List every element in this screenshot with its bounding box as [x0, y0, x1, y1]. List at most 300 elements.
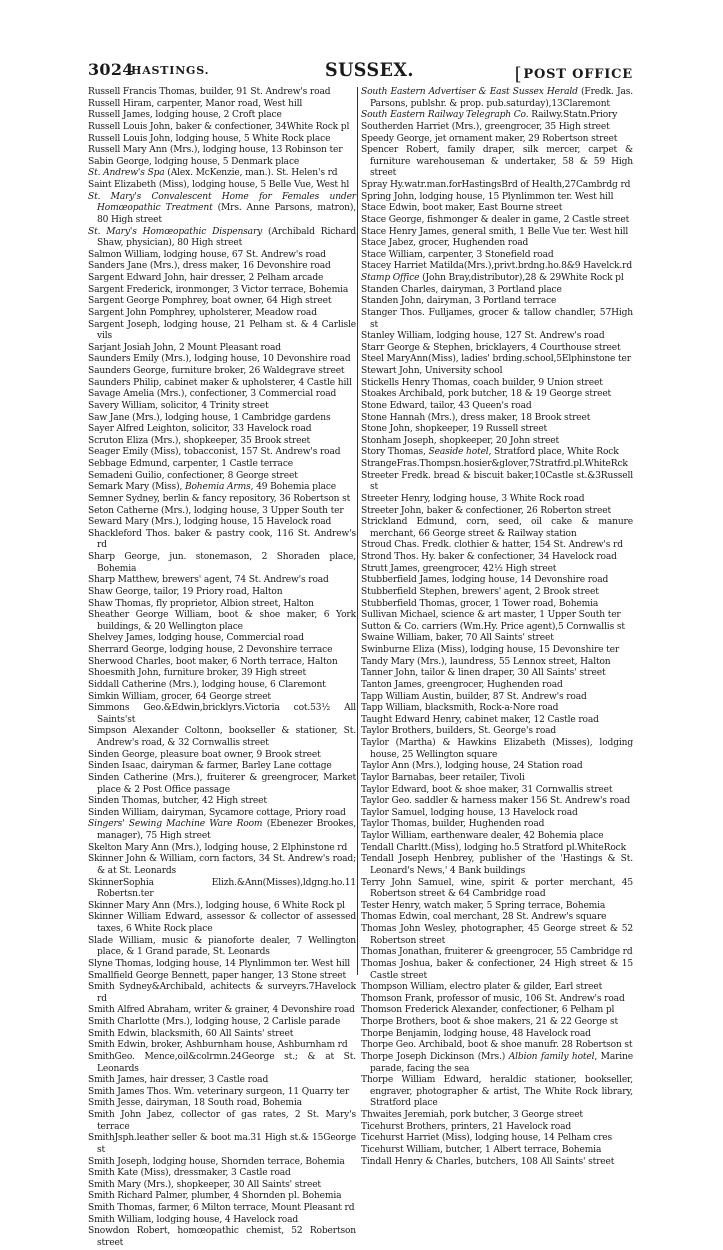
entry-text: Thorpe Brothers, boot & shoe makers, 21 & 22 George st: [361, 1017, 619, 1027]
directory-entry: [88, 447, 356, 459]
directory-entry: [361, 436, 633, 448]
entry-text: Russell James, lodging house, 2 Croft place: [88, 110, 282, 121]
right-column: [361, 87, 633, 1168]
directory-entry: [361, 424, 633, 436]
entry-text: Skinner Mary Ann (Mrs.), lodging house, 6 White Rock pl: [88, 900, 345, 911]
entry-text: Spring John, lodging house, 15 Plynlimmon ter. West hill: [361, 191, 614, 202]
directory-entry: [88, 959, 356, 971]
entry-text: Tanton James, greengrocer, Hughenden road: [361, 679, 563, 690]
directory-entry: [361, 296, 633, 308]
directory-entry: [361, 622, 633, 634]
directory-entry: [88, 482, 356, 494]
entry-italic-name: Seaside hotel: [428, 447, 489, 458]
directory-entry: [88, 1157, 356, 1169]
entry-text: Thorpe Joseph Dickinson (Mrs.): [361, 1051, 509, 1062]
entry-text: Saint Elizabeth (Miss), lodging house, 5 Belle Vue, West hl: [88, 180, 350, 190]
directory-entry: [88, 971, 356, 983]
directory-entry: [361, 343, 633, 355]
directory-entry: [361, 715, 633, 727]
entry-text: Stickells Henry Thomas, coach builder, 9 Union street: [361, 377, 603, 388]
directory-entry: [88, 773, 356, 796]
directory-entry: [88, 366, 356, 378]
directory-entry: [361, 354, 633, 366]
entry-text: Stace William, carpenter, 3 Stonefield road: [361, 249, 554, 260]
column-divider: [357, 87, 358, 975]
entry-text: Russell Louis John, lodging house, 5 White Rock place: [88, 133, 331, 144]
entry-text: Stanley William, lodging house, 127 St. Andrew's road: [361, 331, 605, 342]
directory-entry: [361, 657, 633, 669]
directory-entry: [361, 1005, 633, 1017]
directory-entry: [88, 494, 356, 506]
directory-entry: [361, 285, 633, 297]
directory-entry: [361, 831, 633, 843]
entry-text: Stonham Joseph, shopkeeper, 20 John street: [361, 435, 560, 446]
directory-entry: [361, 110, 633, 122]
directory-entry: [88, 1005, 356, 1017]
entry-text: Semadeni Guilio, confectioner, 8 George street: [88, 470, 298, 481]
directory-entry: [88, 854, 356, 877]
left-column: [88, 87, 356, 1250]
entry-text: Sharp Matthew, brewers' agent, 74 St. Andrew's road: [88, 575, 329, 586]
entry-text: , 49 Bohemia place: [250, 482, 337, 493]
directory-entry: [88, 227, 356, 250]
directory-entry: [361, 1122, 633, 1134]
entry-text: Stone John, shopkeeper, 19 Russell street: [361, 424, 548, 435]
directory-entry: [361, 1029, 633, 1041]
directory-entry: [361, 843, 633, 855]
entry-text: Smith Kate (Miss), dressmaker, 3 Castle road: [88, 1168, 291, 1179]
entry-text: Sargent George Pomphrey, boat owner, 64 High street: [88, 296, 332, 307]
directory-entry: [88, 517, 356, 529]
entry-text: Sargent Frederick, ironmonger, 3 Victor terrace, Bohemia: [88, 284, 349, 295]
entry-text: Simpson Alexander Coltonn, bookseller & stationer, St. Andrew's road, & 32 Cornwallis street: [88, 726, 356, 748]
directory-entry: [88, 645, 356, 657]
directory-entry: [361, 506, 633, 518]
directory-entry: [88, 1215, 356, 1227]
entry-text: Terry John Samuel, wine, spirit & porter merchant, 45 Robertson street & 64 Cambridge road: [361, 877, 633, 900]
directory-entry: [88, 750, 356, 762]
entry-text: Swinburne Eliza (Miss), lodging house, 15 Devonshire ter: [361, 645, 620, 655]
entry-text: SmithGeo. Mence,oil&colrmn.24George st.; & at St. Leonards: [88, 1051, 356, 1074]
entry-text: Sullivan Michael, science & art master, 1 Upper South ter: [361, 610, 621, 621]
directory-entry: [361, 726, 633, 738]
directory-entry: [361, 238, 633, 250]
directory-entry: [88, 1040, 356, 1052]
county-heading: SUSSEX.: [325, 59, 414, 81]
directory-entry: [361, 854, 633, 877]
entry-text: Spencer Robert, family draper, silk mercer, carpet & furniture warehouseman & undertaker, 58 & 59 High street: [361, 145, 633, 179]
directory-entry: [88, 285, 356, 297]
directory-entry: [88, 599, 356, 611]
entry-text: Sinden Catherine (Mrs.), fruiterer & greengrocer, Market place & 2 Post Office passage: [88, 772, 356, 795]
entry-text: Seager Emily (Miss), tobacconist, 157 St. Andrew's road: [88, 447, 341, 458]
entry-text: Russell Hiram, carpenter, Manor road, West hill: [88, 98, 303, 109]
directory-entry: [361, 610, 633, 622]
entry-text: (Fredk. Jas. Parsons, publshr. & prop. pub.saturday),13Claremont: [370, 87, 634, 109]
directory-entry: [361, 540, 633, 552]
directory-entry: [361, 1040, 633, 1052]
entry-text: Steel MaryAnn(Miss), ladies' brding.school,5Elphinstone ter: [361, 354, 631, 365]
directory-entry: [88, 796, 356, 808]
directory-entry: [361, 494, 633, 506]
entry-text: Siddall Catherine (Mrs.), lodging house, 6 Claremont: [88, 679, 326, 690]
directory-entry: [88, 320, 356, 343]
directory-entry: [88, 1168, 356, 1180]
entry-text: Taylor Samuel, lodging house, 13 Havelock road: [361, 807, 578, 818]
directory-entry: [88, 401, 356, 413]
entry-text: Stroud Chas. Fredk. clothier & hatter, 154 St. Andrew's rd: [361, 540, 623, 551]
directory-entry: [361, 1133, 633, 1145]
directory-entry: [361, 552, 633, 564]
directory-entry: [361, 250, 633, 262]
directory-entry: [361, 819, 633, 831]
entry-text: Standen John, dairyman, 3 Portland terrace: [361, 296, 557, 307]
entry-text: Smith Edwin, blacksmith, 60 All Saints' street: [88, 1028, 294, 1039]
page-header: [88, 59, 633, 85]
directory-entry: [88, 99, 356, 111]
entry-text: StrangeFras.Thompsn.hosier&glover,7Stratfrd.pl.WhiteRck: [361, 459, 628, 469]
directory-entry: [361, 378, 633, 390]
entry-text: Tapp William Austin, builder, 87 St. Andrew's road: [361, 691, 587, 702]
directory-entry: [361, 180, 633, 192]
directory-entry: [88, 529, 356, 552]
entry-text: Sinden George, pleasure boat owner, 9 Brook street: [88, 749, 321, 760]
entry-text: Speedy George, jet ornament maker, 29 Robertson street: [361, 133, 618, 144]
entry-text: Slyne Thomas, lodging house, 14 Plynlimmon ter. West hill: [88, 958, 350, 969]
directory-entry: [361, 447, 633, 459]
entry-text: Shaw George, tailor, 19 Priory road, Halton: [88, 586, 283, 597]
directory-entry: [361, 668, 633, 680]
directory-entry: [88, 1191, 356, 1203]
entry-text: (Mrs. Anne Parsons, matron), 80 High street: [97, 203, 356, 225]
entry-text: Savery William, solicitor, 4 Trinity street: [88, 400, 269, 411]
entry-text: Snowdon Robert, homœopathic chemist, 52 Robertson street: [88, 1226, 356, 1248]
entry-text: Strutt James, greengrocer, 42½ High street: [361, 563, 557, 574]
entry-text: Thomas Joshua, baker & confectioner, 24 High street & 15 Castle street: [361, 958, 633, 981]
entry-text: Russell Francis Thomas, builder, 91 St. Andrew's road: [88, 87, 331, 97]
entry-text: Thomas Edwin, coal merchant, 28 St. Andrew's square: [361, 912, 607, 923]
entry-text: Sharp George, jun. stonemason, 2 Shoraden place, Bohemia: [88, 552, 356, 574]
entry-text: Thomas John Wesley, photographer, 45 George street & 52 Robertson street: [361, 924, 633, 946]
directory-entry: [361, 912, 633, 924]
entry-text: Story Thomas,: [361, 447, 429, 458]
entry-text: Strickland Edmund, corn, seed, oil cake & manure merchant, 66 George street & Railway station: [361, 517, 633, 539]
directory-entry: [88, 1052, 356, 1075]
directory-entry: [88, 273, 356, 285]
directory-entry: [88, 587, 356, 599]
entry-italic-name: South Eastern Advertiser & East Sussex Herald: [361, 87, 578, 97]
entry-text: Stace Jabez, grocer, Hughenden road: [361, 238, 529, 249]
entry-text: Stace George, fishmonger & dealer in game, 2 Castle street: [361, 214, 630, 225]
entry-text: Thorpe Geo. Archibald, boot & shoe manufr. 28 Robertson st: [361, 1040, 633, 1051]
entry-text: Streeter Fredk. bread & biscuit baker,10Castle st.&3Russell st: [361, 470, 633, 493]
directory-entry: [88, 912, 356, 935]
directory-entry: [88, 657, 356, 669]
entry-text: Scruton Eliza (Mrs.), shopkeeper, 35 Brook street: [88, 435, 311, 446]
entry-text: Saw Jane (Mrs.), lodging house, 1 Cambridge gardens: [88, 412, 331, 423]
directory-entry: [88, 575, 356, 587]
directory-entry: [361, 1052, 633, 1075]
entry-text: Swaine William, baker, 70 All Saints' street: [361, 633, 554, 644]
directory-entry: [361, 982, 633, 994]
directory-entry: [361, 587, 633, 599]
entry-text: SmithJsph.leather seller & boot ma.31 High st.& 15George st: [88, 1133, 356, 1155]
entry-text: (John Bray,distributor),28 & 29White Rock pl: [419, 273, 624, 283]
entry-text: (Archibald Richard Shaw, physician), 80 High street: [97, 226, 356, 249]
entry-text: Streeter John, baker & confectioner, 26 Roberton street: [361, 505, 611, 516]
entry-text: Stanger Thos. Fulljames, grocer & tallow chandler, 57High st: [361, 307, 633, 330]
entry-text: Spray Hy.watr.man.forHastingsBrd of Health,27Cambrdg rd: [361, 180, 631, 190]
entry-text: Stace Edwin, boot maker, East Bourne street: [361, 203, 563, 214]
directory-entry: [88, 87, 356, 99]
directory-entry: [88, 843, 356, 855]
entry-text: Sinden William, dairyman, Sycamore cottage, Priory road: [88, 807, 346, 818]
directory-entry: [88, 1110, 356, 1133]
page-number: 3024: [88, 60, 134, 79]
entry-text: Sherwood Charles, boot maker, 6 North terrace, Halton: [88, 656, 338, 667]
entry-text: Tandy Mary (Mrs.), laundress, 55 Lennox street, Halton: [361, 656, 611, 667]
directory-entry: [88, 1075, 356, 1087]
entry-text: Taylor (Martha) & Hawkins Elizabeth (Misses), lodging house, 25 Wellington square: [361, 738, 633, 760]
entry-text: Sanders Jane (Mrs.), dress maker, 16 Devonshire road: [88, 261, 331, 272]
entry-text: Smith Jesse, dairyman, 18 South road, Bohemia: [88, 1098, 302, 1109]
entry-text: Stubberfield James, lodging house, 14 Devonshire road: [361, 575, 609, 586]
directory-entry: [361, 389, 633, 401]
entry-text: Sarjant Josiah John, 2 Mount Pleasant road: [88, 342, 281, 353]
directory-entry: [88, 1226, 356, 1249]
directory-entry: [361, 145, 633, 180]
directory-entry: [88, 808, 356, 820]
entry-text: , Stratford place, White Rock: [488, 447, 619, 458]
entry-text: Taylor Edward, boot & shoe maker, 31 Cornwallis street: [361, 784, 613, 795]
entry-text: Seton Catherne (Mrs.), lodging house, 3 Upper South ter: [88, 505, 344, 516]
directory-entry: [88, 192, 356, 227]
entry-text: (Alex. McKenzie, man.). St. Helen's rd: [164, 168, 338, 179]
entry-text: Semner Sydney, berlin & fancy repository, 36 Robertson st: [88, 493, 351, 504]
entry-text: Smith Joseph, lodging house, Shornden terrace, Bohemia: [88, 1156, 345, 1167]
directory-entry: [361, 308, 633, 331]
directory-entry: [361, 413, 633, 425]
entry-text: (Ebenezer Brookes, manager), 75 High street: [97, 819, 357, 841]
entry-text: Sargent Edward John, hair dresser, 2 Pelham arcade: [88, 273, 324, 283]
directory-entry: [361, 901, 633, 913]
directory-entry: [88, 343, 356, 355]
entry-text: Streeter Henry, lodging house, 3 White Rock road: [361, 493, 585, 504]
entry-text: Smith James Thos. Wm. veterinary surgeon, 11 Quarry ter: [88, 1086, 350, 1097]
entry-text: Stacey Harriet Matilda(Mrs.),privt.brdng.ho.8&9 Havelck.rd: [361, 261, 633, 272]
directory-entry: [361, 645, 633, 657]
entry-text: Simkin William, grocer, 64 George street: [88, 691, 271, 702]
entry-text: Smith Thomas, farmer, 6 Milton terrace, Mount Pleasant rd: [88, 1203, 355, 1213]
directory-entry: [361, 459, 633, 471]
entry-text: Smith Alfred Abraham, writer & grainer, 4 Devonshire road: [88, 1005, 355, 1016]
directory-entry: [88, 436, 356, 448]
entry-text: , Marine parade, facing the sea: [370, 1051, 633, 1074]
entry-text: Taylor William, earthenware dealer, 42 Bohemia place: [361, 831, 604, 841]
directory-entry: [88, 610, 356, 633]
directory-entry: [361, 633, 633, 645]
directory-entry: [361, 261, 633, 273]
directory-entry: [88, 692, 356, 704]
directory-entry: [361, 517, 633, 540]
entry-text: Sebbage Edmund, carpenter, 1 Castle terrace: [88, 459, 293, 469]
entry-text: Russell Louis John, baker & confectioner, 34White Rock pl: [88, 121, 350, 132]
directory-entry: [361, 273, 633, 285]
directory-entry: [88, 726, 356, 749]
entry-text: Sheather George William, boot & shoe maker, 6 York buildings, & 20 Wellington place: [88, 610, 356, 632]
directory-entry: [361, 87, 633, 110]
directory-entry: [361, 994, 633, 1006]
directory-entry: [361, 366, 633, 378]
entry-text: Strond Thos. Hy. baker & confectioner, 34 Havelock road: [361, 552, 617, 562]
directory-entry: [361, 785, 633, 797]
entry-text: Sabin George, lodging house, 5 Denmark place: [88, 156, 300, 167]
directory-entry: [88, 819, 356, 842]
entry-text: Smith Mary (Mrs.), shopkeeper, 30 All Saints' street: [88, 1179, 321, 1190]
directory-entry: [361, 878, 633, 901]
entry-text: Sargent John Pomphrey, upholsterer, Meadow road: [88, 307, 317, 318]
directory-entry: [88, 296, 356, 308]
directory-entry: [88, 110, 356, 122]
entry-italic-name: St. Mary's Homœopathic Dispensary: [88, 226, 263, 237]
directory-entry: [88, 506, 356, 518]
directory-entry: [361, 564, 633, 576]
entry-italic-name: Singers' Sewing Machine Ware Room: [88, 819, 263, 830]
entry-italic-name: Albion family hotel: [508, 1051, 595, 1062]
entry-text: Skelton Mary Ann (Mrs.), lodging house, 2 Elphinstone rd: [88, 842, 348, 853]
entry-text: Smith Sydney&Archibald, achitects & surveyrs.7Havelock rd: [88, 982, 356, 1004]
entry-text: Smith Richard Palmer, plumber, 4 Shornden pl. Bohemia: [88, 1191, 342, 1202]
directory-entry: [361, 1145, 633, 1157]
entry-text: Seward Mary (Mrs.), lodging house, 15 Havelock road: [88, 517, 332, 528]
directory-entry: [361, 1157, 633, 1169]
entry-text: Stubberfield Thomas, grocer, 1 Tower road, Bohemia: [361, 598, 599, 609]
directory-entry: [88, 552, 356, 575]
entry-text: Saunders Emily (Mrs.), lodging house, 10 Devonshire road: [88, 354, 351, 365]
directory-entry: [88, 936, 356, 959]
directory-entry: [88, 680, 356, 692]
entry-italic-name: St. Andrew's Spa: [88, 168, 165, 179]
directory-entry: [88, 901, 356, 913]
entry-text: Russell Mary Ann (Mrs.), lodging house, 13 Robinson ter: [88, 145, 343, 156]
entry-text: Shaw Thomas, fly proprietor, Albion street, Halton: [88, 598, 314, 609]
directory-entry: [88, 389, 356, 401]
entry-text: Saunders Philip, cabinet maker & upholsterer, 4 Castle hill: [88, 377, 352, 388]
directory-entry: [361, 796, 633, 808]
entry-text: Stewart John, University school: [361, 366, 503, 376]
entry-text: Taylor Barnabas, beer retailer, Tivoli: [361, 772, 525, 783]
directory-entry: [88, 1133, 356, 1156]
entry-text: Smith Charlotte (Mrs.), lodging house, 2 Carlisle parade: [88, 1017, 341, 1027]
entry-text: Taylor Brothers, builders, St. George's road: [361, 726, 557, 737]
entry-text: Stone Edward, tailor, 43 Queen's road: [361, 400, 532, 411]
entry-text: Ticehurst Brothers, printers, 21 Havelock road: [361, 1121, 572, 1132]
entry-text: Shoesmith John, furniture broker, 39 High street: [88, 668, 307, 679]
entry-text: Semark Mary (Miss),: [88, 482, 185, 493]
directory-entry: [361, 203, 633, 215]
directory-entry: [88, 308, 356, 320]
entry-text: Thomas Jonathan, fruiterer & greengrocer, 55 Cambridge rd: [361, 947, 633, 958]
entry-text: Sinden Isaac, dairyman & farmer, Barley Lane cottage: [88, 761, 332, 772]
entry-text: Skinner John & William, corn factors, 34 St. Andrew's road; & at St. Leonards: [88, 854, 356, 876]
entry-text: Ticehurst Harriet (Miss), lodging house, 14 Pelham cres: [361, 1133, 613, 1144]
directory-entry: [361, 227, 633, 239]
directory-entry: [361, 680, 633, 692]
directory-entry: [361, 947, 633, 959]
entry-text: Southerden Harriet (Mrs.), greengrocer, 35 High street: [361, 121, 610, 132]
entry-text: Tester Henry, watch maker, 5 Spring terrace, Bohemia: [361, 900, 606, 911]
directory-entry: [88, 261, 356, 273]
town-heading: HASTINGS.: [131, 64, 210, 77]
entry-text: Tindall Henry & Charles, butchers, 108 All Saints' street: [361, 1156, 615, 1167]
directory-label-text: POST OFFICE: [523, 67, 633, 82]
directory-entry: [88, 668, 356, 680]
entry-text: Tapp William, blacksmith, Rock-a-Nore road: [361, 703, 559, 714]
directory-entry: [88, 134, 356, 146]
directory-entry: [88, 424, 356, 436]
entry-italic-name: Bohemia Arms: [184, 482, 251, 493]
directory-entry: [88, 459, 356, 471]
entry-text: SkinnerSophia Elizh.&Ann(Misses),ldgng.ho.11 Robertsn.ter: [88, 877, 356, 900]
entry-text: Thompson William, electro plater & gilder, Earl street: [361, 982, 603, 993]
entry-text: Smith James, hair dresser, 3 Castle road: [88, 1075, 269, 1086]
directory-entry: [361, 738, 633, 761]
directory-entry: [361, 924, 633, 947]
entry-text: Thomson Frank, professor of music, 106 St. Andrew's road: [361, 993, 625, 1004]
entry-text: Taylor Ann (Mrs.), lodging house, 24 Station road: [361, 761, 583, 772]
directory-entry: [361, 761, 633, 773]
directory-entry: [88, 250, 356, 262]
directory-label: [515, 62, 633, 83]
entry-text: Sutton & Co. carriers (Wm.Hy. Price agent),5 Cornwallis st: [361, 621, 625, 632]
entry-text: Taylor Geo. saddler & harness maker 156 St. Andrew's road: [361, 796, 631, 807]
entry-text: Simmons Geo.&Edwin,bricklyrs.Victoria cot.53½ All Saints'st: [88, 703, 356, 725]
entry-text: Smith Edwin, broker, Ashburnham house, Ashburnham rd: [88, 1040, 348, 1051]
directory-entry: [361, 959, 633, 982]
directory-entry: [361, 773, 633, 785]
directory-entry: [361, 471, 633, 494]
entry-text: Sinden Thomas, butcher, 42 High street: [88, 796, 267, 807]
entry-italic-name: Stamp Office: [361, 273, 420, 283]
directory-entry: [361, 703, 633, 715]
entry-text: Taught Edward Henry, cabinet maker, 12 Castle road: [361, 714, 599, 725]
entry-text: Stone Hannah (Mrs.), dress maker, 18 Brook street: [361, 412, 591, 423]
entry-text: Shackleford Thos. baker & pastry cook, 116 St. Andrew's rd: [88, 528, 356, 551]
directory-entry: [88, 157, 356, 169]
directory-entry: [88, 703, 356, 726]
entry-text: Thwaites Jeremiah, pork butcher, 3 George street: [361, 1110, 583, 1120]
entry-text: Salmon William, lodging house, 67 St. Andrew's road: [88, 249, 326, 260]
entry-text: Ticehurst William, butcher, 1 Albert terrace, Bohemia: [361, 1144, 602, 1155]
directory-entry: [361, 122, 633, 134]
entry-text: Starr George & Stephen, bricklayers, 4 Courthouse street: [361, 342, 621, 353]
entry-text: Tendall Charltt.(Miss), lodging ho.5 Stratford pl.WhiteRock: [361, 842, 626, 853]
entry-text: Thorpe William Edward, heraldic stationer, bookseller, engraver, photographer & artist, The White Rock library, Stratford place: [361, 1075, 633, 1109]
directory-entry: [88, 145, 356, 157]
entry-text: Stoakes Archibald, pork butcher, 18 & 19 George street: [361, 389, 612, 400]
directory-entry: [88, 982, 356, 1005]
entry-text: Railwy.Statn.Priory: [528, 110, 618, 121]
entry-italic-name: St. Mary's Convalescent Home for Females under Homœopathic Treatment: [88, 191, 356, 214]
entry-text: Smith William, lodging house, 4 Havelock road: [88, 1214, 299, 1225]
directory-entry: [88, 1087, 356, 1099]
directory-entry: [361, 401, 633, 413]
entry-text: Stubberfield Stephen, brewers' agent, 2 Brook street: [361, 586, 599, 597]
directory-entry: [88, 1203, 356, 1215]
entry-text: Slade William, music & pianoforte dealer, 7 Wellington place, & 1 Grand parade, St. Leonards: [88, 935, 356, 958]
directory-entry: [88, 878, 356, 901]
entry-text: Tendall Joseph Henbrey, publisher of the 'Hastings & St. Leonard's News,' 4 Bank buildings: [361, 854, 633, 876]
